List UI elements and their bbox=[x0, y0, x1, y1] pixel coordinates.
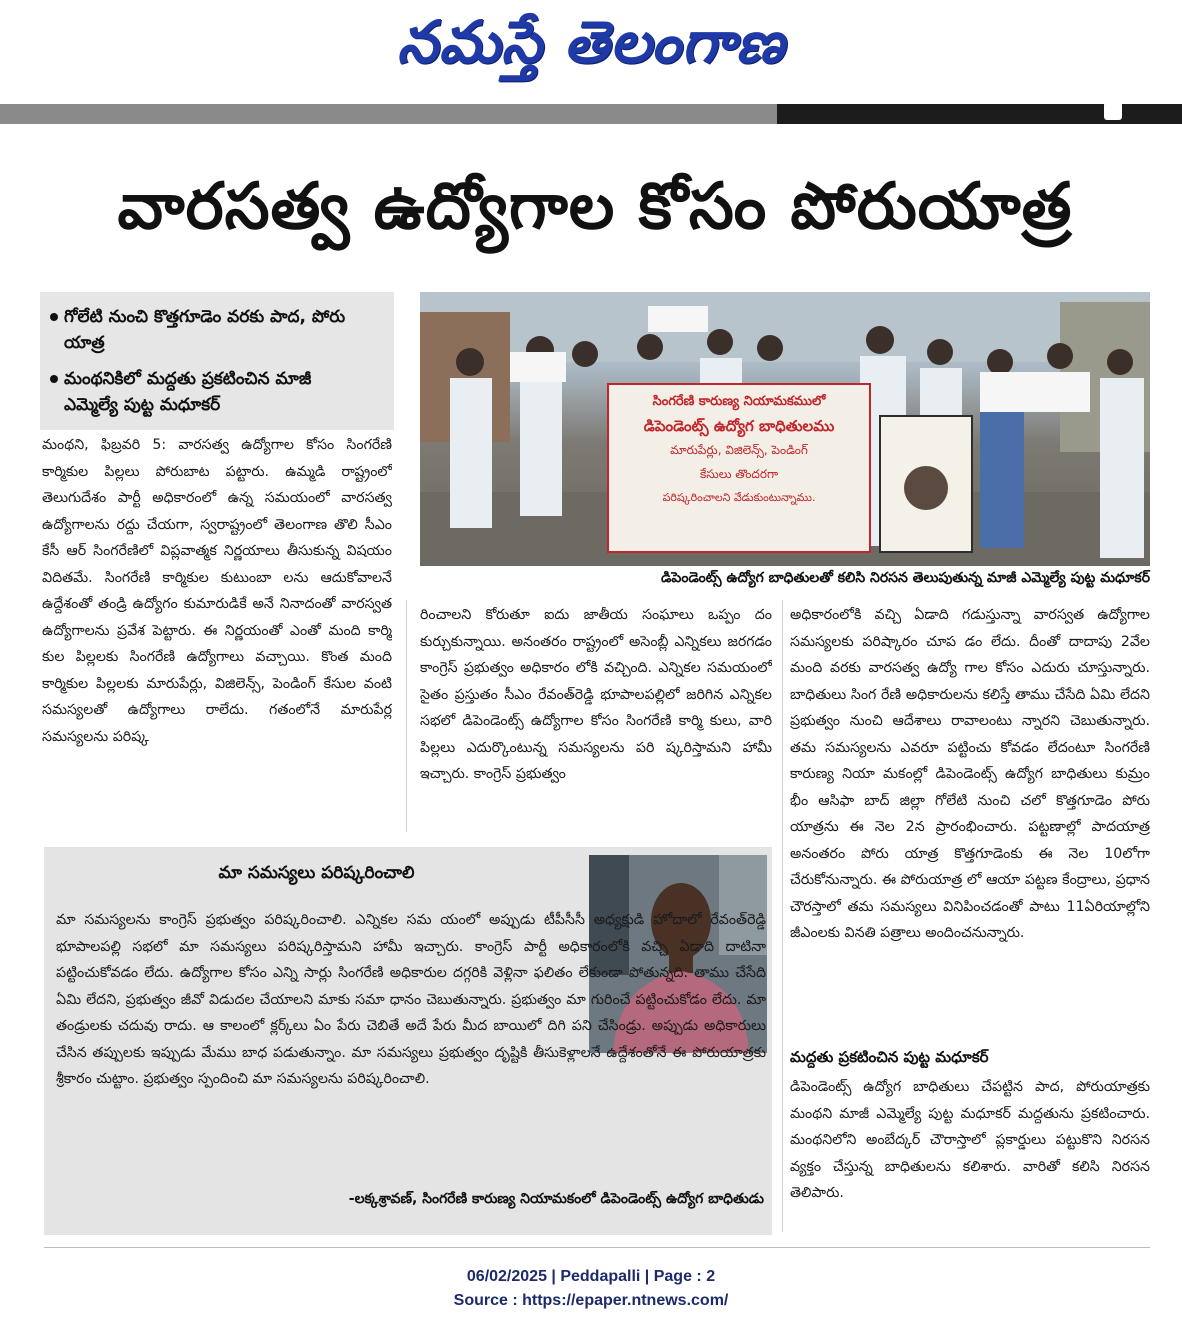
bullet-icon bbox=[50, 375, 58, 383]
footer-source-link[interactable]: Source : https://epaper.ntnews.com/ bbox=[453, 1292, 729, 1309]
protest-photo bbox=[420, 292, 1150, 566]
quote-box-title: మా సమస్యలు పరిష్కరించాలి bbox=[218, 863, 415, 883]
page-marker-icon bbox=[1104, 102, 1122, 120]
column-divider bbox=[782, 600, 783, 1232]
column-divider bbox=[406, 600, 407, 832]
quote-box bbox=[44, 847, 772, 1235]
banner-line: సింగరేణి కారుణ్య నియామకములో bbox=[652, 394, 826, 409]
column-3-subhead: మద్దతు ప్రకటించిన పుట్ట మధూకర్ bbox=[790, 1048, 989, 1066]
footer-date-line: 06/02/2025 | Peddapalli | Page : 2 bbox=[466, 1268, 716, 1285]
protest-banner bbox=[610, 390, 868, 510]
headline: వారసత్వ ఉద్యోగాల కోసం పోరుయాత్ర bbox=[117, 170, 1073, 244]
footer-rule bbox=[44, 1247, 1150, 1248]
highlight-item: గోలేటి నుంచి కొత్తగూడెం వరకు పాద, పోరు యాత్ర bbox=[50, 304, 364, 356]
article-column-3: అధికారంలోకి వచ్చి ఏడాది గడుస్తున్నా వారస్వత ఉద్యోగాల సమస్యలకు పరిష్కారం చూప డం లేదు. దీంతో దాదాపు 2వేల మంది వరకు వారసత్వ ఉద్యో గాల కోసం ఎదురు చూస్తున్నారు. బాధితులు సింగ రేణి అధికారులను కలిస్తే తాము చేసేది ఏమి లేదని ప్రభుత్వం నుంచి ఆదేశాలు రావాలంటు న్నారని చెబుతున్నారు. తమ సమస్యలను ఎవరూ పట్టించు కోవడం లేదంటూ సింగరేణి కారుణ్య నియా మకంల్లో డిపెండెంట్స్ ఉద్యోగ బాధితులు కుమ్రం భీం ఆసిఫా బాద్ జిల్లా గోలేటి నుంచి చలో కొత్తగూడెం పోరు యాత్రను ఈ నెల 2న ప్రారంభించారు. పట్టణాల్లో పాదయాత్ర అనంతరం పోరు యాత్ర కొత్తగూడెంకు ఈ నెల 10లోగా చేరుకోనున్నారు. ఈ పోరుయాత్ర లో ఆయా పట్టణ కేంద్రాలు, ప్రధాన చౌరస్తాలో తమ సమస్యలు వినిపించడంతో పాటు 11ఏరియాల్లోని జీఎంలకు వినతి పత్రాలు అందించనున్నారు. bbox=[790, 607, 1150, 941]
highlights-box bbox=[40, 292, 394, 430]
banner-line: కేసులు తొందరగా bbox=[699, 467, 779, 481]
newspaper-logo: నమస్తే తెలంగాణ bbox=[397, 8, 785, 76]
quote-box-text: మా సమస్యలను కాంగ్రెస్ ప్రభుత్వం పరిష్కరించాలి. ఎన్నికల సమ యంలో అప్పుడు టీపీసీసీ అధ్యక్షుడి హోదాలో రేవంత్‌రెడ్డి భూపాలపల్లి సభలో మా సమస్యలు పరిష్కరిస్తామని హామీ ఇచ్చారు. కాంగ్రెస్ పార్టీ అధికారంలోకి వచ్చి ఏడాది దాటినా పట్టించుకోవడం లేదు. ఉద్యోగాల కోసం ఎన్ని సార్లు సింగరేణి అధికారుల దగ్గరికి వెళ్లినా ఫలితం లేకుండా పోతున్నది. తాము చేసేది ఏమి లేదని, ప్రభుత్వం జీవో విడుదల చేయాలని మాకు సమా ధానం చెబుతున్నారు. ప్రభుత్వం మా గురించే పట్టించుకోడం లేదు. మా తండ్రులకు చదువు రాదు. ఆ కాలంలో క్లర్క్‌లు ఏం పేరు చెబితే అదే పేరు మీద బాయిలో దిగి పని చేసిండ్రు. అప్పుడు అధికారులు చేసిన తప్పులకు ఇప్పుడు మేము బాధ పడుతున్నాం. మా సమస్యలు ప్రభుత్వం దృష్టికి తీసుకెళ్లాలనే ఉద్దేశంతోనే ఈ పోరుయాత్రకు శ్రీకారం చుట్టాం. ప్రభుత్వం స్పందించి మా సమస్యలను పరిష్కరించాలి. bbox=[56, 912, 766, 1087]
masthead bbox=[0, 0, 1182, 100]
article-column-1: మంథని, ఫిబ్రవరి 5: వారసత్వ ఉద్యోగాల కోసం సింగరేణి కార్మికుల పిల్లలు పోరుబాట పట్టారు. ఉమ్మడి రాష్ట్రంలో తెలుగుదేశం పార్టీ అధికారంలో ఉన్న సమయంలో వారసత్వ ఉద్యోగాలను రద్దు చేయగా, స్వరాష్ట్రంలో తెలంగాణ తొలి సీఎం కేసీ ఆర్ సింగరేణిలో విప్లవాత్మక నిర్ణయాలు తీసుకున్న విషయం విదితమే. సింగరేణి కార్మికుల కుటుంబా లను ఆదుకోవాలనే ఉద్దేశంతో తండ్రి ఉద్యోగం కుమారుడికే అనే నినాదంతో వారస్వత ఉద్యోగాలను ప్రవేశ పెట్టారు. ఈ నిర్ణయంతో ఎంతో మంది కార్మి కుల పిల్లలకు సింగరేణి ఉద్యోగాలు వచ్చాయి. కొంత మంది కార్మికుల పిల్లలకు మారుపేర్లు, విజిలెన్స్, పెండింగ్ కేసుల వంటి సమస్యలతో ఉద్యోగాలు రాలేదు. గతంలోనే మారుపేర్ల సమస్యలను పరిష్క bbox=[42, 437, 392, 745]
banner-line: పరిష్కరించాలని వేడుకుంటున్నాము. bbox=[662, 491, 816, 504]
photo-caption: డిపెండెంట్స్ ఉద్యోగ బాధితులతో కలిసి నిరసన తెలుపుతున్న మాజీ ఎమ్మెల్యే పుట్ట మధూకర్ bbox=[661, 570, 1150, 586]
highlight-item: మంథనికిలో మద్దతు ప్రకటించిన మాజీ ఎమ్మెల్యే పుట్ట మధూకర్ bbox=[50, 366, 364, 418]
banner-line: మారుపేర్లు, విజిలెన్స్, పెండింగ్ bbox=[670, 443, 808, 457]
article-column-3b: డిపెండెంట్స్ ఉద్యోగ బాధితులు చేపట్టిన పాద, పోరుయాత్రకు మంథని మాజీ ఎమ్మెల్యే పుట్ట మధూకర్ మద్దతును ప్రకటించారు. మంథనిలోని అంబేద్కర్ చౌరాస్తాలో ప్లకార్డులు పట్టుకొని నిరసన వ్యక్తం చేస్తున్న బాధితులను కలిశారు. వారితో కలిసి నిరసన తెలిపారు. bbox=[790, 1079, 1150, 1201]
article-column-2: రించాలని కోరుతూ ఐదు జాతీయ సంఘాలు ఒప్పం దం కుర్చుకున్నాయి. అనంతరం రాష్ట్రంలో అసెంబ్లీ ఎన్నికలు జరగడం కాంగ్రెస్ ప్రభుత్వం అధికారం లోకి వచ్చింది. ఎన్నికల సమయంలో సైతం ప్రస్తుతం సీఎం రేవంత్‌రెడ్డి భూపాలపల్లిలో జరిగిన ఎన్నికల సభలో డిపెండెంట్స్ ఉద్యోగాల కోసం సింగరేణి కార్మి కులు, వారి పిల్లలు ఎదుర్కొంటున్న సమస్యలను పరి ష్కరిస్తామని హామీ ఇచ్చారు. కాంగ్రెస్ ప్రభుత్వం bbox=[420, 607, 772, 782]
bullet-icon bbox=[50, 313, 58, 321]
banner-line: డిపెండెంట్స్ ఉద్యోగ బాధితులము bbox=[643, 417, 835, 435]
header-rule bbox=[0, 104, 1182, 124]
quote-box-signature: -లక్కశ్రావణ్, సింగరేణి కారుణ్య నియామకంలో డిపెండెంట్స్ ఉద్యోగ బాధితుడు bbox=[348, 1191, 764, 1207]
